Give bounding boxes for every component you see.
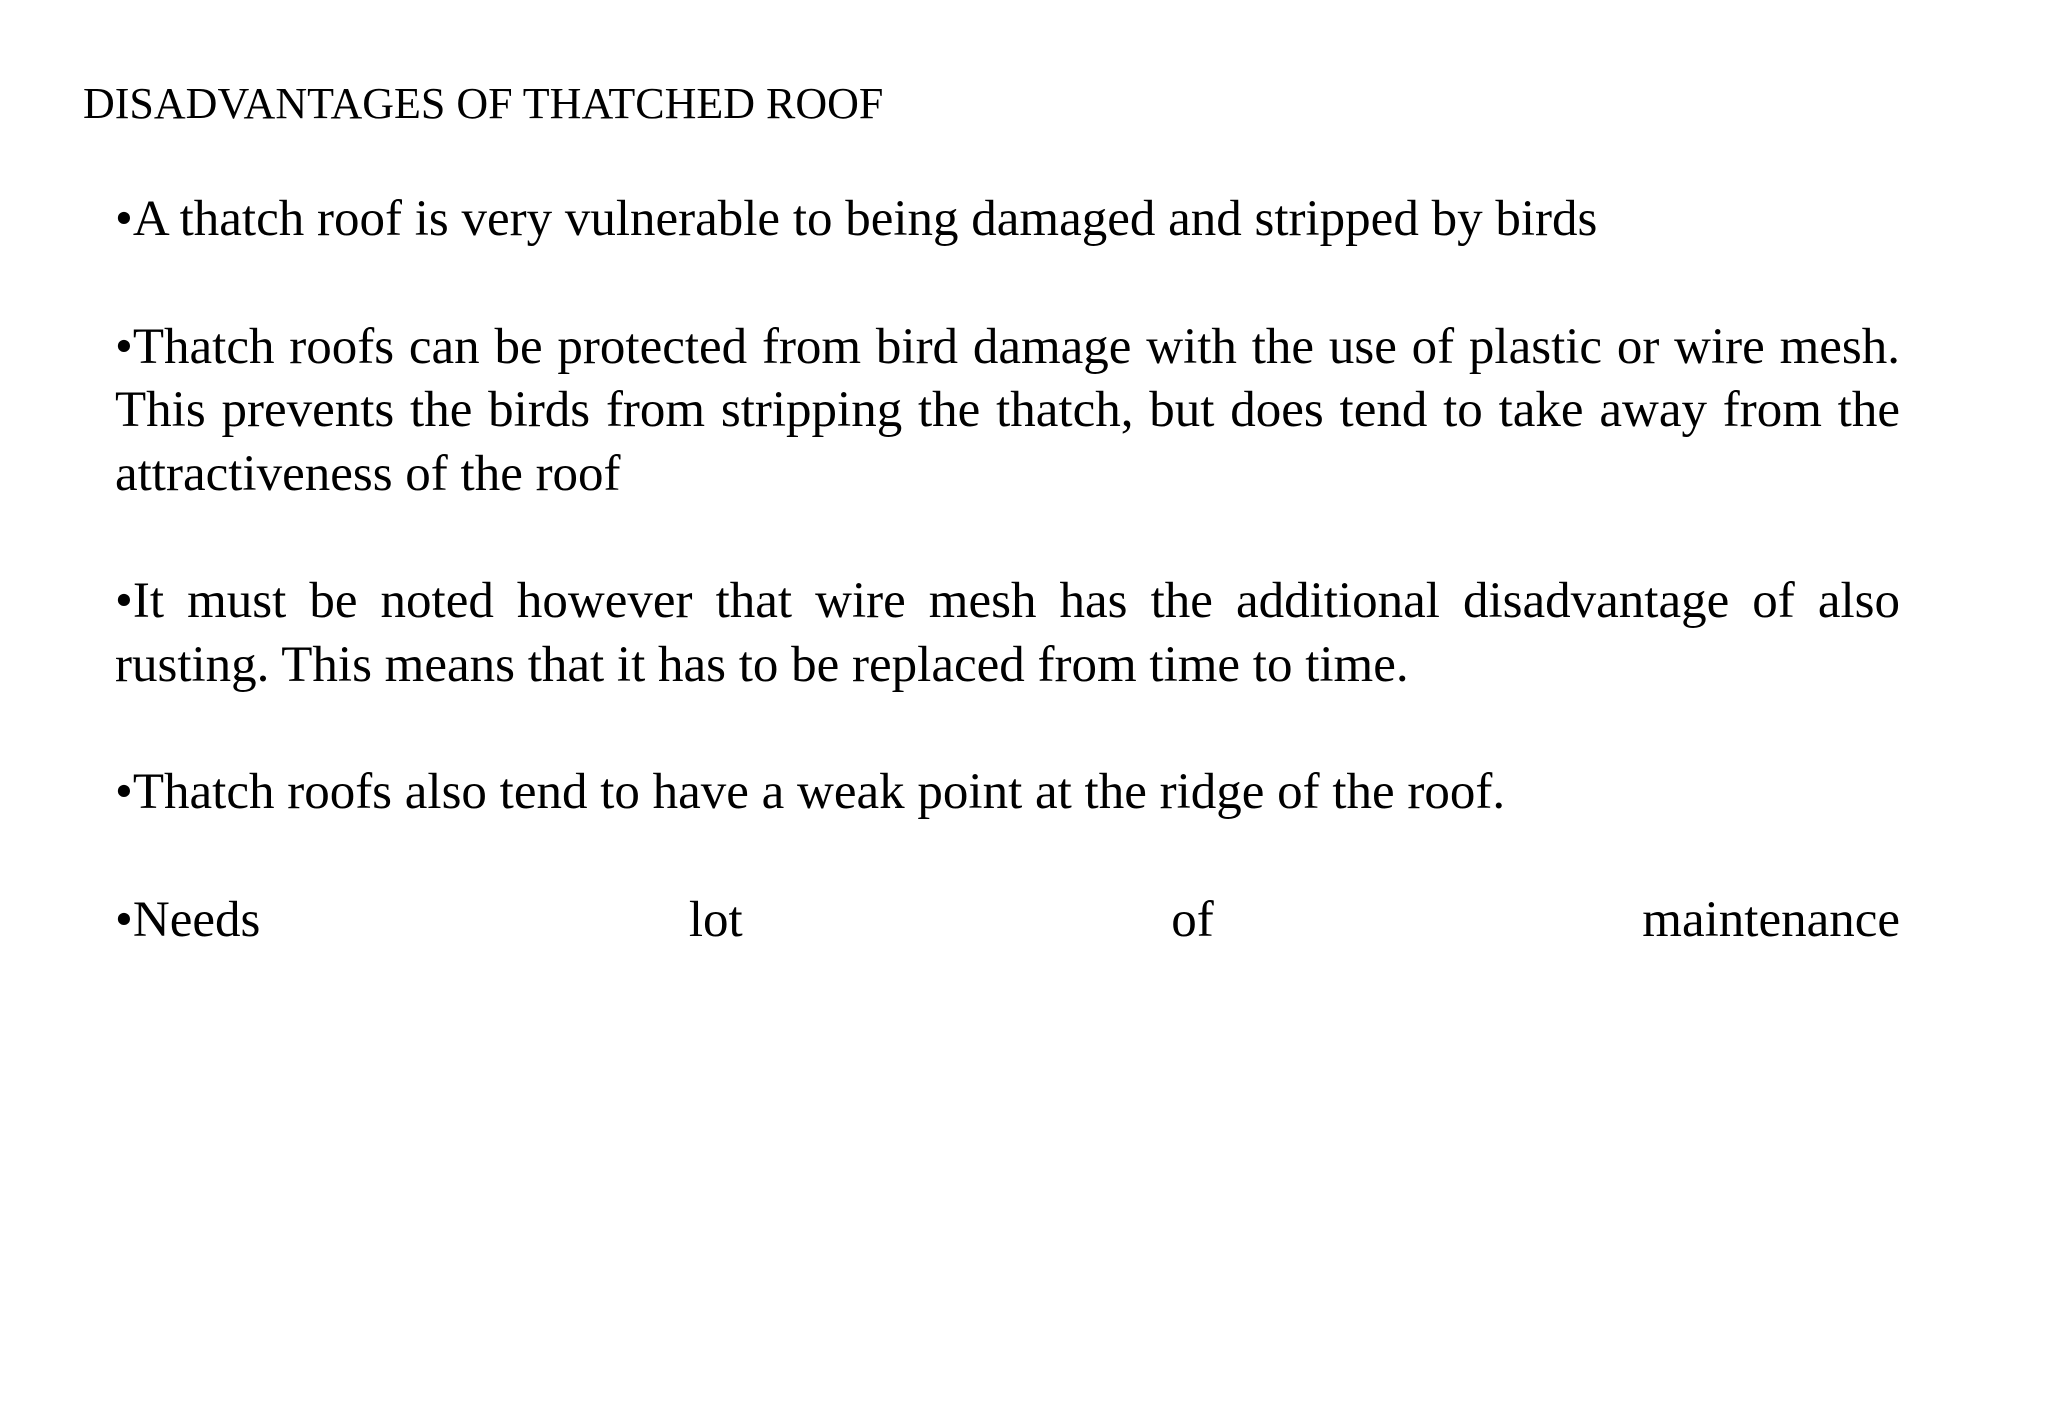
bullet-text: A thatch roof is very vulnerable to being damaged and stripped by birds [132,191,1598,247]
bullet-list [115,188,1900,952]
bullet-symbol: • [115,891,133,948]
bullet-symbol: • [115,573,133,629]
bullet-text: Thatch roofs also tend to have a weak point at the ridge of the roof. [132,764,1506,820]
bullet-text: Needs lot of maintenance [132,891,1900,948]
bullet-item [115,188,1900,252]
bullet-item [115,761,1900,825]
bullet-text: Thatch roofs can be protected from bird damage with the use of plastic or wire mesh. This prevents the birds from stripping the thatch, but does tend to take away from the attractiveness of the roof [115,318,1900,502]
bullet-symbol: • [115,318,133,375]
bullet-item [115,316,1900,507]
bullet-symbol: • [115,191,133,247]
bullet-text: It must be noted however that wire mesh has the additional disadvantage of also rusting. This means that it has to be replaced from time to time. [115,573,1900,693]
bullet-symbol: • [115,764,133,820]
slide-title: DISADVANTAGES OF THATCHED ROOF [83,79,884,128]
bullet-item [115,889,1900,953]
bullet-item [115,570,1900,697]
